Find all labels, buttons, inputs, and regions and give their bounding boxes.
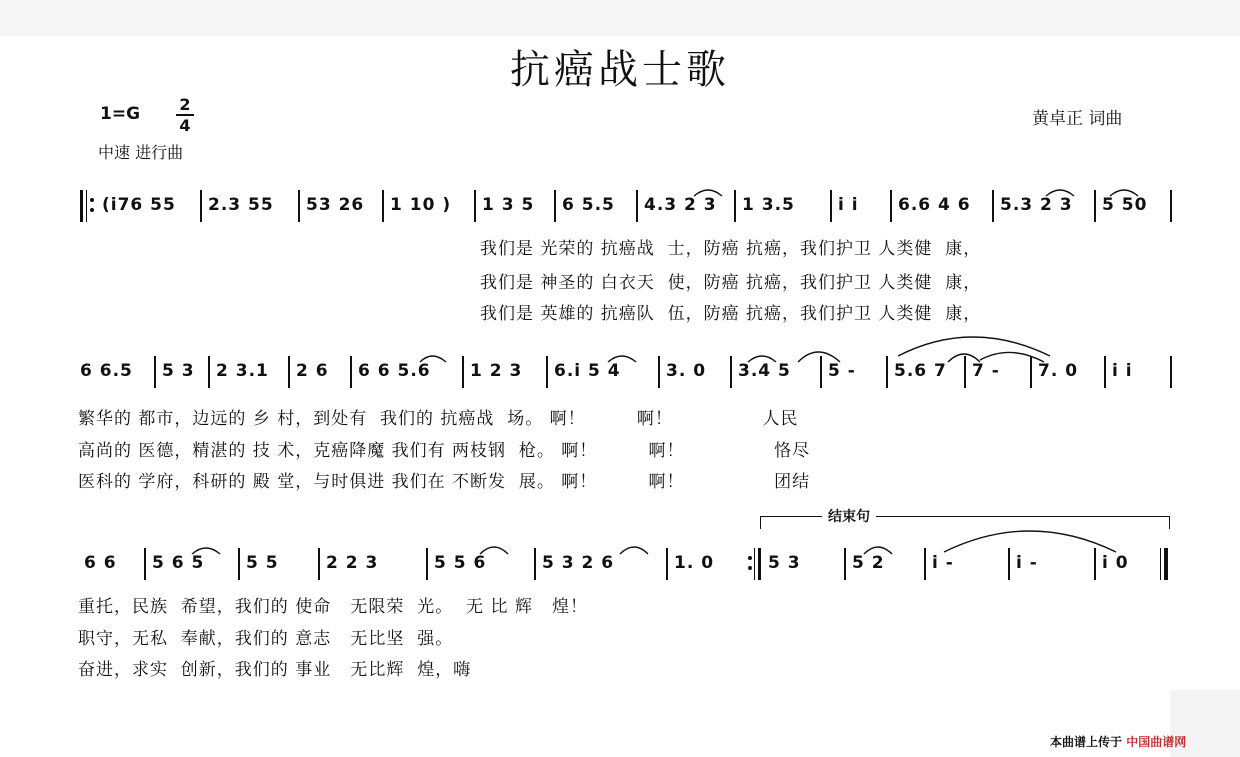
measure-notes: 1. 0	[674, 553, 715, 573]
measure-notes: 1 3.5	[742, 195, 795, 215]
measure-notes: i -	[1016, 553, 1038, 573]
measure-notes: 7. 0	[1038, 361, 1079, 381]
measure	[300, 190, 382, 220]
song-title: 抗癌战士歌	[510, 47, 730, 93]
measure	[994, 190, 1094, 220]
repeat-barline	[80, 190, 83, 222]
measure-notes: 2 2 3	[326, 553, 379, 573]
key-signature: 1=G	[100, 104, 141, 124]
measure-notes: 5.6 7	[894, 361, 947, 381]
measure	[762, 548, 844, 578]
repeat-dot	[748, 566, 752, 570]
measure	[1106, 356, 1170, 386]
measure	[736, 190, 830, 220]
measure	[352, 356, 462, 386]
repeat-barline-thin	[754, 548, 755, 580]
measure	[846, 548, 924, 578]
measure	[240, 548, 318, 578]
lyrics-verse-2: 我们是 神圣的 白衣天 使，防癌 抗癌，我们护卫 人类健 康，	[480, 273, 982, 293]
measure-notes: 6 5.5	[562, 195, 615, 215]
measure-notes: 5 3	[768, 553, 801, 573]
time-signature-top: 2	[179, 95, 191, 114]
measure	[660, 356, 730, 386]
measure-notes: 5 2	[852, 553, 885, 573]
measure	[476, 190, 554, 220]
measure	[464, 356, 546, 386]
measure-notes: i -	[932, 553, 954, 573]
measure	[290, 356, 350, 386]
measure-notes: 1 2 3	[470, 361, 523, 381]
lyrics-verse-2: 高尚的 医德，精湛的 技 术，克癌降魔 我们有 两枝钢 枪。 啊！ 啊！ 恪尽	[78, 441, 811, 461]
final-barline	[1164, 548, 1168, 580]
measure	[926, 548, 1008, 578]
lyrics-verse-1: 繁华的 都市，边远的 乡 村，到处有 我们的 抗癌战 场。 啊！ 啊！ 人民	[78, 409, 799, 429]
measure-notes: 6 6.5	[80, 361, 133, 381]
measure-notes: 5 3 2 6	[542, 553, 615, 573]
lyrics-verse-3: 奋进，求实 创新，我们的 事业 无比辉 煌，嗨	[78, 660, 472, 680]
measure-notes: 2 3.1	[216, 361, 269, 381]
measure-notes: 53 26	[306, 195, 365, 215]
measure	[202, 190, 298, 220]
measure	[1032, 356, 1104, 386]
measure-notes: 2 6	[296, 361, 329, 381]
measure-notes: 6.6 4 6	[898, 195, 971, 215]
measure	[210, 356, 288, 386]
measure	[1010, 548, 1094, 578]
barline	[1170, 356, 1172, 388]
measure-notes: 1 3 5	[482, 195, 535, 215]
measure-notes: 6 6	[84, 553, 117, 573]
lyrics-verse-1: 重托，民族 希望，我们的 使命 无限荣 光。 无 比 辉 煌！	[78, 597, 589, 617]
measure-notes: 5.3 2 3	[1000, 195, 1073, 215]
measure-notes: 1 10 )	[390, 195, 452, 215]
measure-notes: 3. 0	[666, 361, 707, 381]
lyrics-verse-2: 职守，无私 奉献，我们的 意志 无比坚 强。	[78, 629, 454, 649]
footer-credit	[1050, 733, 1186, 750]
measure	[548, 356, 658, 386]
measure-notes: 5 50	[1102, 195, 1148, 215]
measure	[74, 356, 154, 386]
measure	[96, 190, 200, 220]
measure-notes: 6 6 5.6	[358, 361, 431, 381]
measure	[556, 190, 636, 220]
tempo-marking: 中速 进行曲	[98, 143, 184, 162]
measure-notes: 7 -	[972, 361, 1000, 381]
measure-notes: (i76 55	[102, 195, 176, 215]
lyrics-verse-1: 我们是 光荣的 抗癌战 士，防癌 抗癌，我们护卫 人类健 康，	[480, 239, 982, 259]
repeat-dot	[748, 556, 752, 560]
repeat-dot	[90, 208, 94, 212]
author-credit: 黄卓正 词曲	[1032, 109, 1123, 129]
measure	[536, 548, 666, 578]
measure	[888, 356, 964, 386]
measure	[78, 548, 144, 578]
time-signature	[174, 96, 196, 134]
measure-notes: i 0	[1102, 553, 1129, 573]
measure-notes: 5 5	[246, 553, 279, 573]
measure-notes: 6.i 5 4	[554, 361, 621, 381]
measure	[668, 548, 748, 578]
measure	[156, 356, 208, 386]
measure-notes: 5 -	[828, 361, 856, 381]
lyrics-verse-3: 医科的 学府，科研的 殿 堂，与时俱进 我们在 不断发 展。 啊！ 啊！ 团结	[78, 472, 811, 492]
measure-notes: 3.4 5	[738, 361, 791, 381]
measure	[320, 548, 426, 578]
measure-notes: 2.3 55	[208, 195, 274, 215]
final-barline-thin	[1160, 548, 1161, 580]
repeat-barline	[758, 548, 761, 580]
measure	[966, 356, 1030, 386]
measure-notes: i i	[838, 195, 859, 215]
repeat-barline-thin	[86, 190, 87, 222]
measure-notes: i i	[1112, 361, 1133, 381]
measure	[1096, 548, 1160, 578]
measure	[832, 190, 890, 220]
footer-brand-link[interactable]: 中国曲谱网	[1126, 735, 1187, 749]
measure-notes: 5 6 5	[152, 553, 205, 573]
measure	[638, 190, 734, 220]
measure	[146, 548, 238, 578]
measure	[732, 356, 820, 386]
time-signature-bottom: 4	[179, 116, 191, 135]
measure	[892, 190, 992, 220]
measure-notes: 5 5 6	[434, 553, 487, 573]
slur	[898, 337, 1050, 356]
measure	[822, 356, 886, 386]
measure-notes: 4.3 2 3	[644, 195, 717, 215]
measure	[428, 548, 534, 578]
repeat-dot	[90, 198, 94, 202]
ending-label: 结束句	[822, 506, 876, 526]
barline	[1170, 190, 1172, 222]
measure	[384, 190, 474, 220]
measure	[1096, 190, 1170, 220]
lyrics-verse-3: 我们是 英雄的 抗癌队 伍，防癌 抗癌，我们护卫 人类健 康，	[480, 304, 982, 324]
measure-notes: 5 3	[162, 361, 195, 381]
footer-text: 本曲谱上传于	[1050, 735, 1123, 749]
